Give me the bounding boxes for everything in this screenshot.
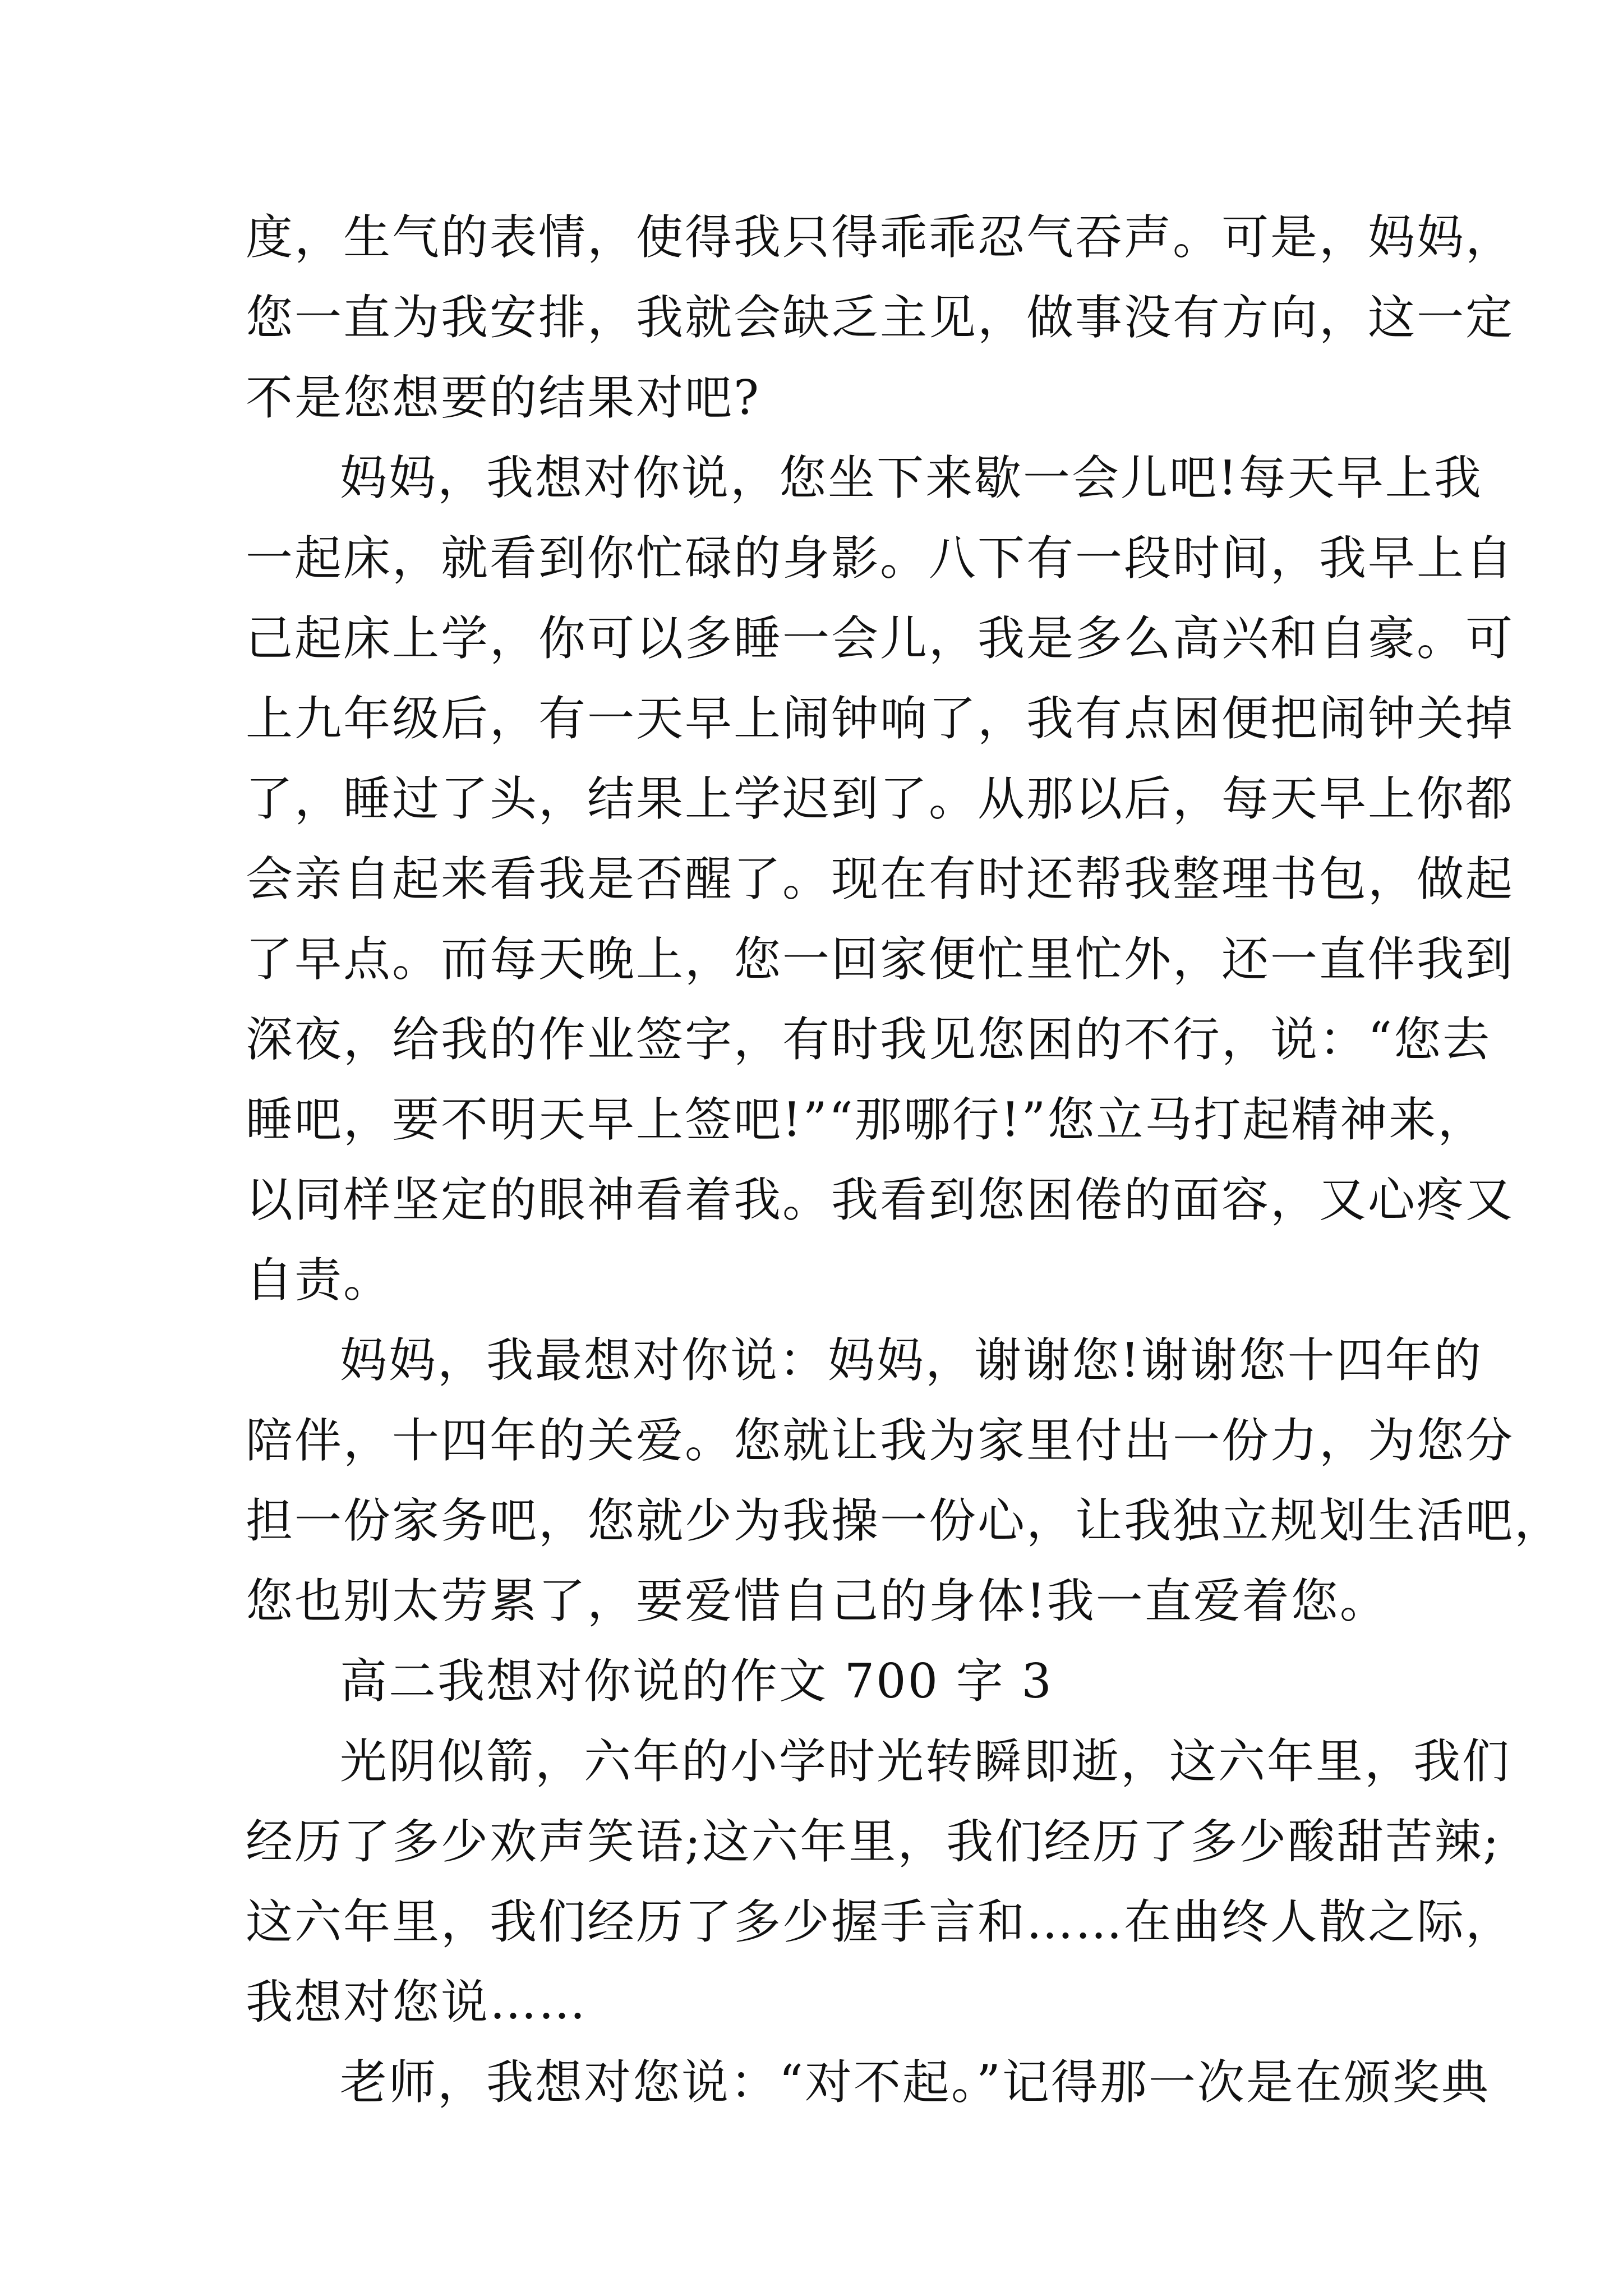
text-line: 一起床，就看到你忙碌的身影。八下有一段时间，我早上自 (246, 531, 1515, 586)
paragraph-start-line: 妈妈，我想对你说，您坐下来歇一会儿吧!每天早上我 (340, 450, 1483, 505)
text-line: 度，生气的表情，使得我只得乖乖忍气吞声。可是，妈妈， (246, 210, 1515, 265)
text-line: 担一份家务吧，您就少为我操一份心，让我独立规划生活吧， (246, 1493, 1564, 1548)
text-line: 己起床上学，你可以多睡一会儿，我是多么高兴和自豪。可 (246, 611, 1515, 666)
text-line: 自责。 (246, 1253, 393, 1308)
text-line: 陪伴，十四年的关爱。您就让我为家里付出一份力，为您分 (246, 1413, 1515, 1468)
text-line: 这六年里，我们经历了多少握手言和……在曲终人散之际， (246, 1894, 1515, 1949)
essay-body (246, 197, 1564, 2123)
section-heading: 高二我想对你说的作文 700 字 3 (340, 1654, 1053, 1709)
paragraph-start-line: 妈妈，我最想对你说：妈妈，谢谢您!谢谢您十四年的 (340, 1333, 1483, 1388)
text-line: 您也别太劳累了，要爱惜自己的身体!我一直爱着您。 (246, 1573, 1389, 1628)
text-line: 了，睡过了头，结果上学迟到了。从那以后，每天早上你都 (246, 771, 1515, 826)
text-line: 您一直为我安排，我就会缺乏主见，做事没有方向，这一定 (246, 290, 1515, 345)
text-line: 以同样坚定的眼神看着我。我看到您困倦的面容，又心疼又 (246, 1172, 1515, 1227)
paragraph-start-line: 老师，我想对您说：“对不起。”记得那一次是在颁奖典 (340, 2055, 1490, 2110)
paragraph-start-line: 光阴似箭，六年的小学时光转瞬即逝，这六年里，我们 (340, 1734, 1511, 1789)
text-line: 睡吧，要不明天早上签吧!”“那哪行!”您立马打起精神来， (246, 1092, 1487, 1147)
text-line: 深夜，给我的作业签字，有时我见您困的不行，说：“您去 (246, 1012, 1491, 1067)
text-line: 上九年级后，有一天早上闹钟响了，我有点困便把闹钟关掉 (246, 691, 1515, 746)
text-line: 会亲自起来看我是否醒了。现在有时还帮我整理书包，做起 (246, 852, 1515, 907)
text-line: 我想对您说…… (246, 1975, 588, 2030)
text-line: 了早点。而每天晚上，您一回家便忙里忙外，还一直伴我到 (246, 932, 1515, 987)
text-line: 不是您想要的结果对吧? (246, 370, 761, 425)
text-line: 经历了多少欢声笑语;这六年里，我们经历了多少酸甜苦辣; (246, 1814, 1501, 1869)
